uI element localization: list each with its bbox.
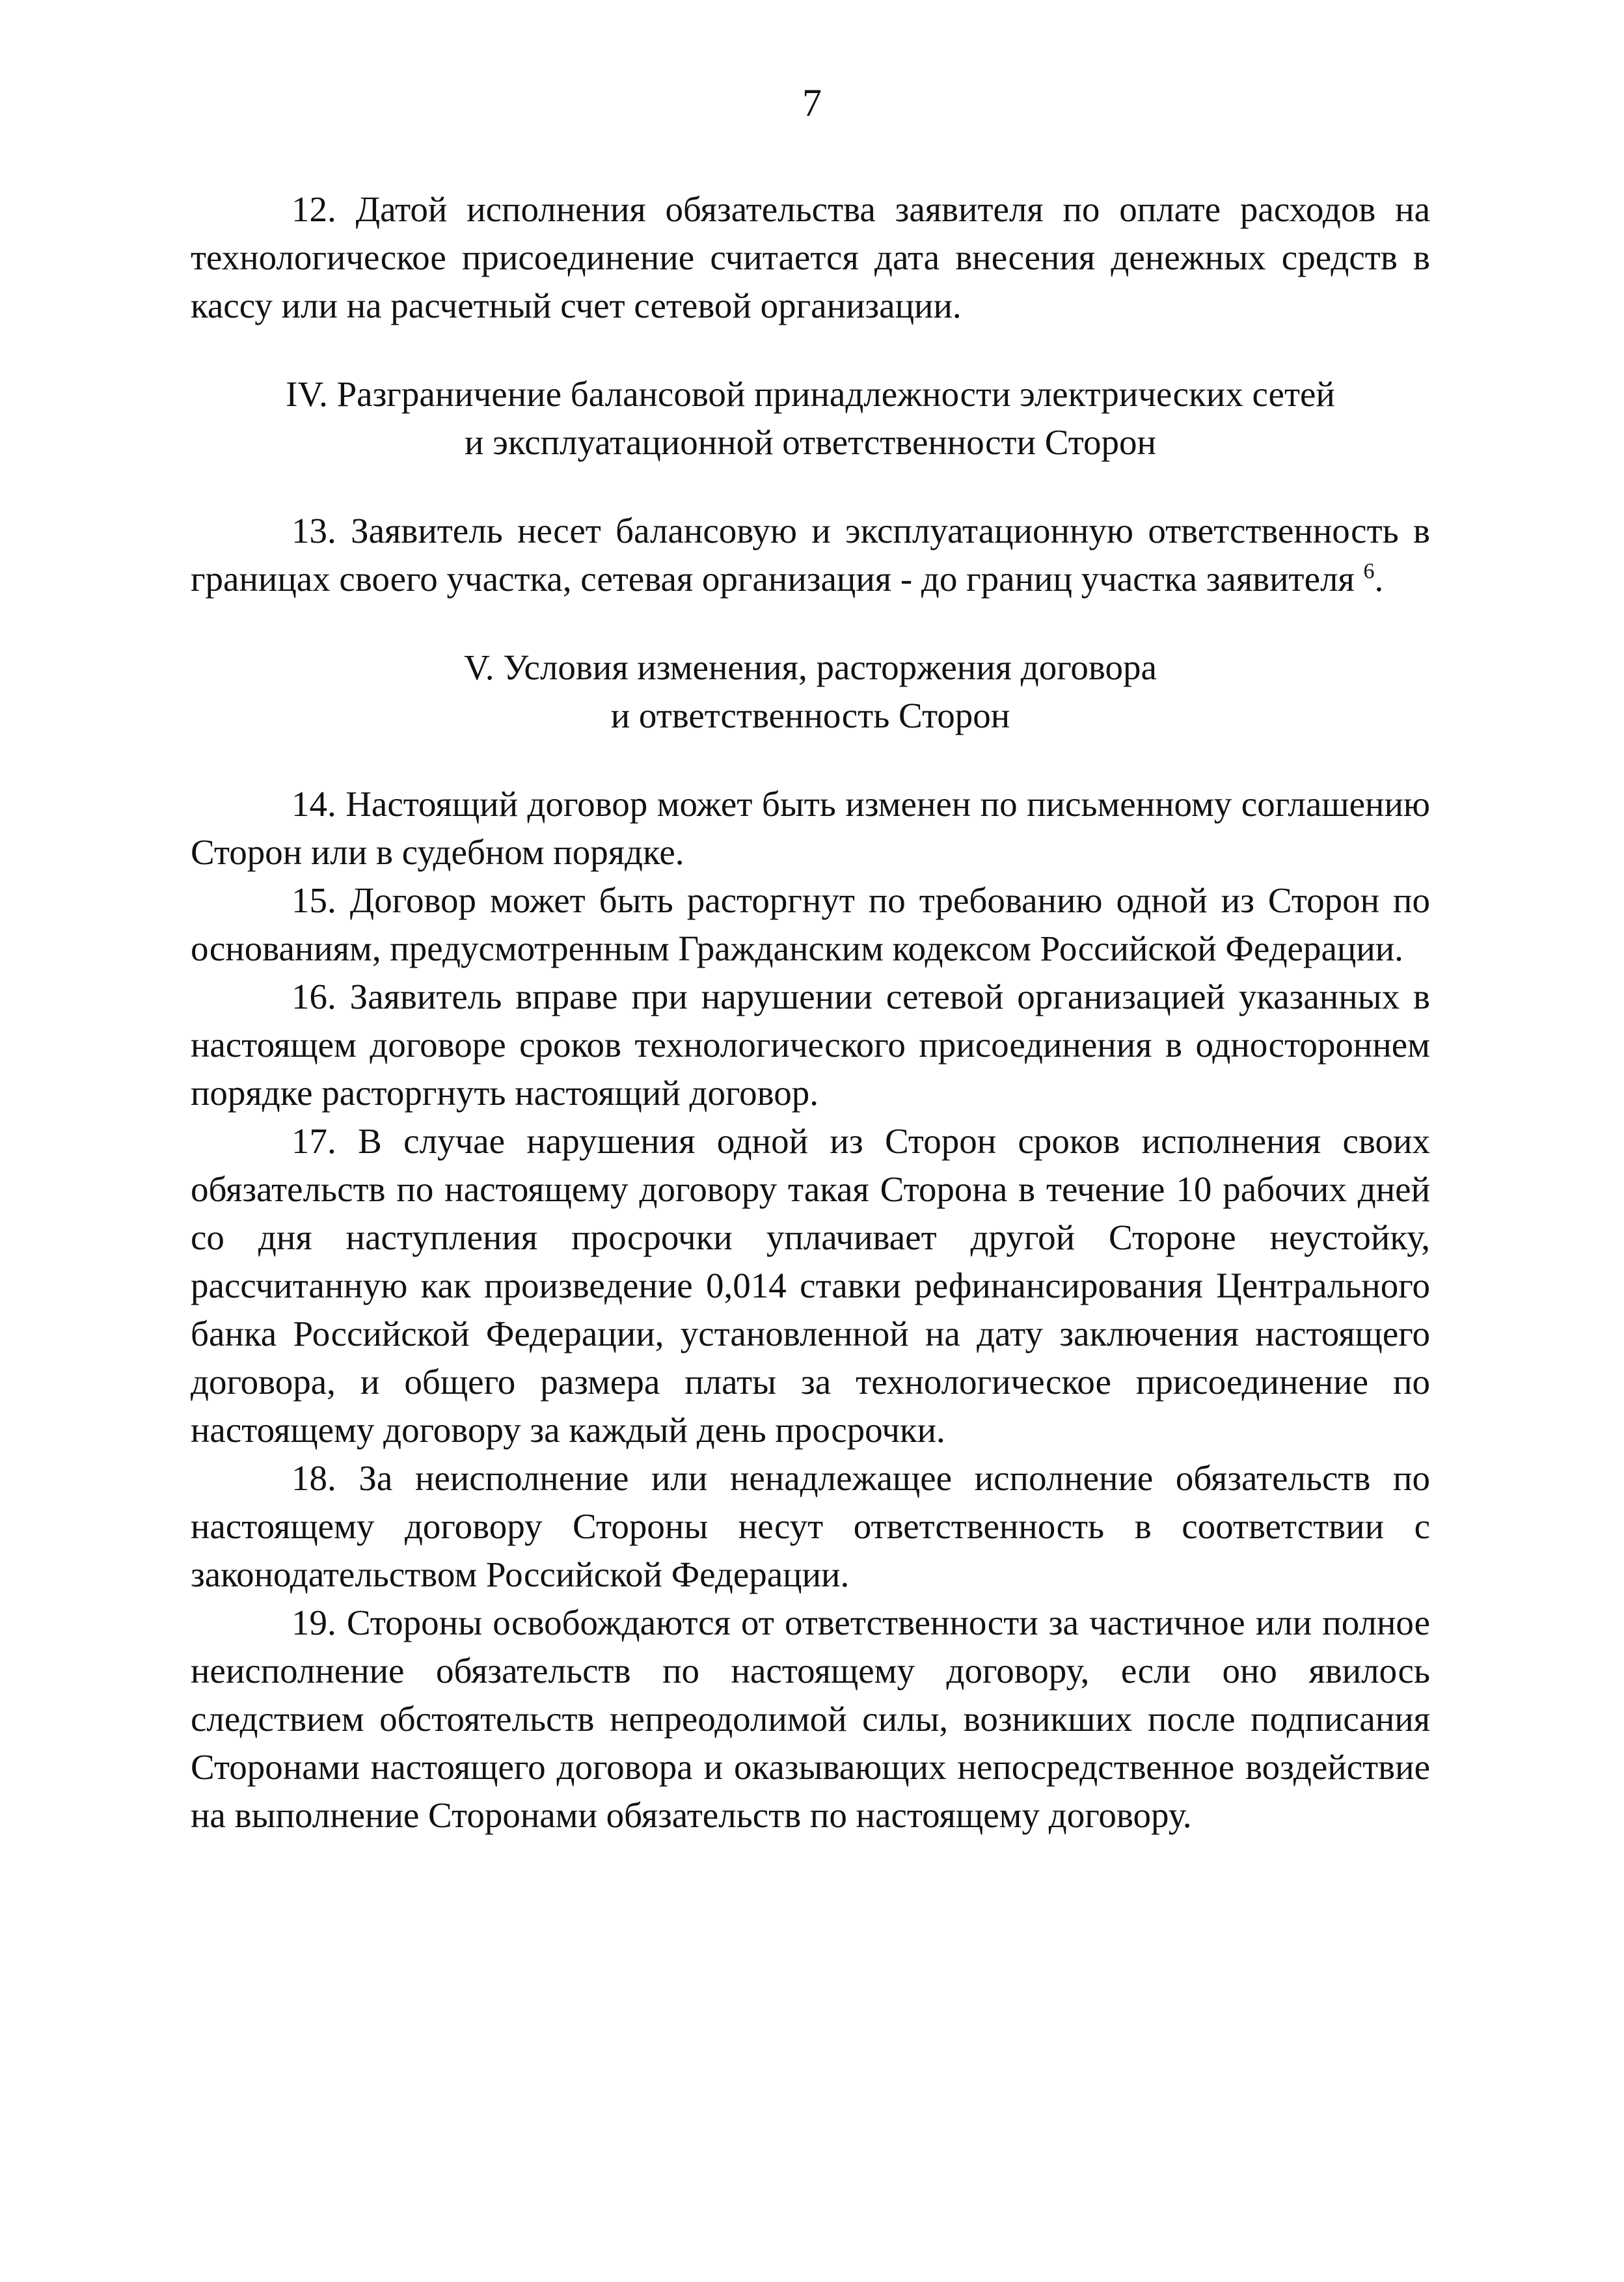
document-body [191, 185, 1430, 1840]
section-heading-v-line1: V. Условия изменения, расторжения договора [464, 647, 1157, 687]
clause-13-end: . [1374, 559, 1384, 599]
clause-13 [191, 507, 1430, 603]
section-heading-iv [191, 370, 1430, 467]
section-heading-iv-line1: IV. Разграничение балансовой принадлежности электрических сетей [286, 374, 1335, 414]
clause-19: 19. Стороны освобождаются от ответственности за частичное или полное неисполнение обязательств по настоящему договору, если оно явилось следствием обстоятельств непреодолимой силы, возникших после подписания Сторонами настоящего договора и оказывающих непосредственное воздействие на выполнение Сторонами обязательств по настоящему договору. [191, 1603, 1430, 1835]
clause-16: 16. Заявитель вправе при нарушении сетевой организацией указанных в настоящем договоре сроков технологического присоединения в одностороннем порядке расторгнуть настоящий договор. [191, 977, 1430, 1113]
clause-15: 15. Договор может быть расторгнут по требованию одной из Сторон по основаниям, предусмотренным Гражданским кодексом Российской Федерации. [191, 880, 1430, 968]
clause-17: 17. В случае нарушения одной из Сторон сроков исполнения своих обязательств по настоящему договору такая Сторона в течение 10 рабочих дней со дня наступления просрочки уплачивает другой Стороне неустойку, рассчитанную как произведение 0,014 ставки рефинансирования Центрального банка Российской Федерации, установленной на дату заключения настоящего договора, и общего размера платы за технологическое присоединение по настоящему договору за каждый день просрочки. [191, 1121, 1430, 1450]
footnote-ref: 6 [1363, 559, 1375, 584]
section-heading-iv-line2: и эксплуатационной ответственности Сторон [465, 422, 1156, 462]
section-heading-v [191, 644, 1430, 740]
section-heading-v-line2: и ответственность Сторон [610, 696, 1010, 735]
clause-18: 18. За неисполнение или ненадлежащее исполнение обязательств по настоящему договору Стороны несут ответственность в соответствии с законодательством Российской Федерации. [191, 1458, 1430, 1594]
clause-12: 12. Датой исполнения обязательства заявителя по оплате расходов на технологическое присоединение считается дата внесения денежных средств в кассу или на расчетный счет сетевой организации. [191, 189, 1430, 325]
clause-14: 14. Настоящий договор может быть изменен по письменному соглашению Сторон или в судебном порядке. [191, 784, 1430, 872]
clause-13-text: 13. Заявитель несет балансовую и эксплуатационную ответственность в границах своего участка, сетевая организация - до границ участка заявителя [191, 511, 1430, 599]
page-number: 7 [802, 81, 822, 124]
